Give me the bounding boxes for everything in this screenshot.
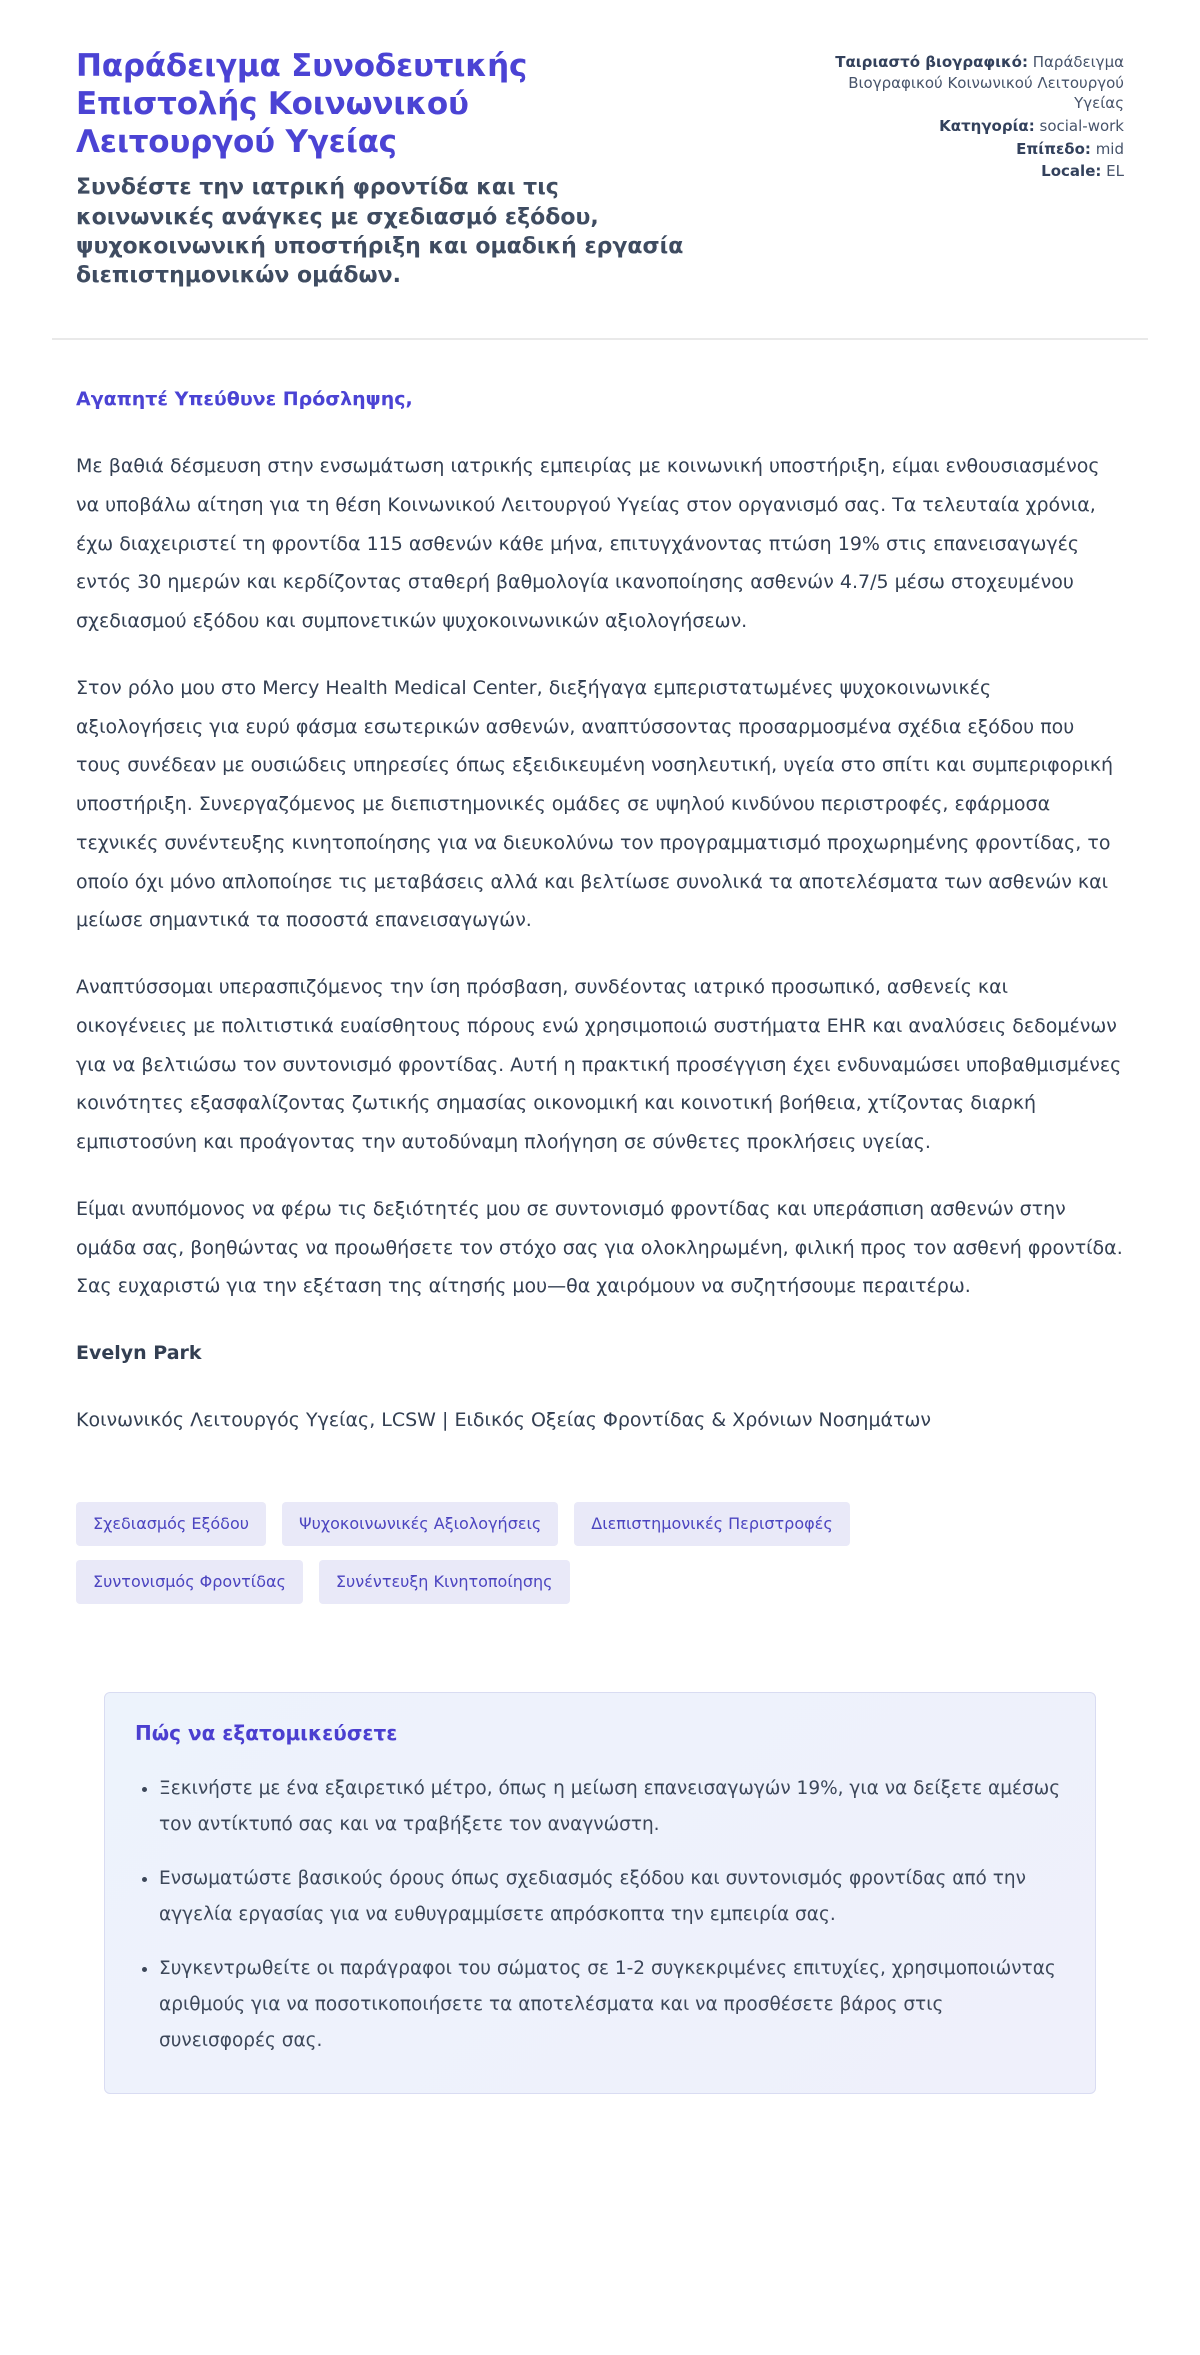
meta-locale (814, 161, 1124, 182)
page-title: Παράδειγμα Συνοδευτικής Επιστολής Κοινωνικού Λειτουργού Υγείας (76, 48, 528, 160)
meta-matching-resume-label: Ταιριαστό βιογραφικό: (835, 53, 1028, 71)
signature-role: Κοινωνικός Λειτουργός Υγείας, LCSW | Ειδικός Οξείας Φροντίδας & Χρόνιων Νοσημάτων (76, 1408, 932, 1431)
meta-category-value: social-work (1039, 117, 1124, 136)
letter-paragraph-2: Στον ρόλο μου στο Mercy Health Medical Center, διεξήγαγα εμπεριστατωμένες ψυχοκοινωνικές αξιολογήσεις για ευρύ φάσμα εσωτερικών ασθενών, αναπτύσσοντας προσαρμοσμένα σχέδια εξόδου που τους συνέδεαν με ουσιώδεις υπηρεσίες όπως εξειδικευμένη νοσηλευτική, υγεία στο σπίτι και συμπεριφορική υποστήριξη. Συνεργαζόμενος με διεπιστημονικές ομάδες σε υψηλού κινδύνου περιστροφές, εφάρμοσα τεχνικές συνέντευξης κινητοποίησης για να διευκολύνω τον προγραμματισμό προχωρημένης φροντίδας, το οποίο όχι μόνο απλοποίησε τις μεταβάσεις αλλά και βελτίωσε συνολικά τα αποτελέσματα των ασθενών και μείωσε σημαντικά τα ποσοστά επανεισαγωγών. (76, 676, 1114, 932)
tag-chip-psychosocial-assessments[interactable]: Ψυχοκοινωνικές Αξιολογήσεις (282, 1502, 558, 1546)
howto-box (104, 1692, 1096, 2094)
howto-title: Πώς να εξατομικεύσετε (135, 1720, 398, 1745)
howto-item-2: • Ενσωματώστε βασικούς όρους όπως σχεδιασμός εξόδου και συντονισμός φροντίδας από την αγγελία εργασίας για να ευθυγραμμίσετε απρόσκοπτα την εμπειρία σας. (159, 1861, 1065, 1933)
howto-item-1: • Ξεκινήστε με ένα εξαιρετικό μέτρο, όπως η μείωση επανεισαγωγών 19%, για να δείξετε αμέσως τον αντίκτυπό σας και να τραβήξετε τον αναγνώστη. (159, 1771, 1065, 1843)
letter-paragraph-4: Είμαι ανυπόμονος να φέρω τις δεξιότητές μου σε συντονισμό φροντίδας και υπεράσπιση ασθενών στην ομάδα σας, βοηθώντας να προωθήσετε τον στόχο σας για ολοκληρωμένη, φιλική προς τον ασθενή φροντίδα. Σας ευχαριστώ για την εξέταση της αίτησής μου—θα χαιρόμουν να συζητήσουμε περαιτέρω. (76, 1197, 1123, 1298)
meta-locale-value: EL (1106, 162, 1124, 181)
cover-letter-page (52, 0, 1148, 2164)
header-title-block (76, 48, 716, 290)
letter-body (76, 380, 1124, 1439)
howto-list (135, 1771, 1065, 2059)
tag-chip-interdisciplinary-rounds[interactable]: Διεπιστημονικές Περιστροφές (574, 1502, 849, 1546)
letter-paragraph-3: Αναπτύσσομαι υπερασπιζόμενος την ίση πρόσβαση, συνδέοντας ιατρικό προσωπικό, ασθενείς και οικογένειες με πολιτιστικά ευαίσθητους πόρους ενώ χρησιμοποιώ συστήματα EHR και αναλύσεις δεδομένων για να βελτιώσω τον συντονισμό φροντίδας. Αυτή η πρακτική προσέγγιση έχει ενδυναμώσει υποβαθμισμένες κοινότητες εξασφαλίζοντας ζωτικής σημασίας οικονομική και κοινοτική βοήθεια, χτίζοντας διαρκή εμπιστοσύνη και προάγοντας την αυτοδύναμη πλοήγηση σε σύνθετες προκλήσεις υγείας. (76, 976, 1122, 1154)
meta-panel (814, 48, 1124, 184)
howto-item-3: • Συγκεντρωθείτε οι παράγραφοι του σώματος σε 1-2 συγκεκριμένες επιτυχίες, χρησιμοποιώντας αριθμούς για να ποσοτικοποιήσετε τα αποτελέσματα και να προσθέσετε βάρος στις συνεισφορές σας. (159, 1951, 1065, 2059)
meta-level-label: Επίπεδο: (1016, 139, 1091, 158)
page-subtitle: Συνδέστε την ιατρική φροντίδα και τις κοινωνικές ανάγκες με σχεδιασμό εξόδου, ψυχοκοινωνική υποστήριξη και ομαδική εργασία διεπιστημονικών ομάδων. (76, 175, 684, 289)
meta-matching-resume-value: Παράδειγμα Βιογραφικού Κοινωνικού Λειτουργού Υγείας (848, 53, 1124, 113)
page-header (76, 48, 1124, 290)
tags-list (76, 1502, 1076, 1604)
meta-level (814, 139, 1124, 160)
meta-category (814, 116, 1124, 137)
meta-level-value: mid (1095, 139, 1124, 158)
letter-greeting: Αγαπητέ Υπεύθυνε Πρόσληψης, (76, 388, 413, 411)
tag-chip-discharge-planning[interactable]: Σχεδιασμός Εξόδου (76, 1502, 266, 1546)
meta-locale-label: Locale: (1041, 162, 1102, 181)
header-divider (52, 338, 1148, 340)
tag-chip-care-coordination[interactable]: Συντονισμός Φροντίδας (76, 1560, 303, 1604)
meta-matching-resume (814, 52, 1124, 114)
signature-name: Evelyn Park (76, 1342, 202, 1365)
letter-paragraph-1: Με βαθιά δέσμευση στην ενσωμάτωση ιατρικής εμπειρίας με κοινωνική υποστήριξη, είμαι ενθουσιασμένος να υποβάλω αίτηση για τη θέση Κοινωνικού Λειτουργού Υγείας στον οργανισμό σας. Τα τελευταία χρόνια, έχω διαχειριστεί τη φροντίδα 115 ασθενών κάθε μήνα, επιτυγχάνοντας πτώση 19% στις επανεισαγωγές εντός 30 ημερών και κερδίζοντας σταθερή βαθμολογία ικανοποίησης ασθενών 4.7/5 μέσω στοχευμένου σχεδιασμού εξόδου και συμπονετικών ψυχοκοινωνικών αξιολογήσεων. (76, 455, 1100, 633)
meta-category-label: Κατηγορία: (939, 117, 1035, 136)
tag-chip-motivational-interviewing[interactable]: Συνέντευξη Κινητοποίησης (319, 1560, 570, 1604)
